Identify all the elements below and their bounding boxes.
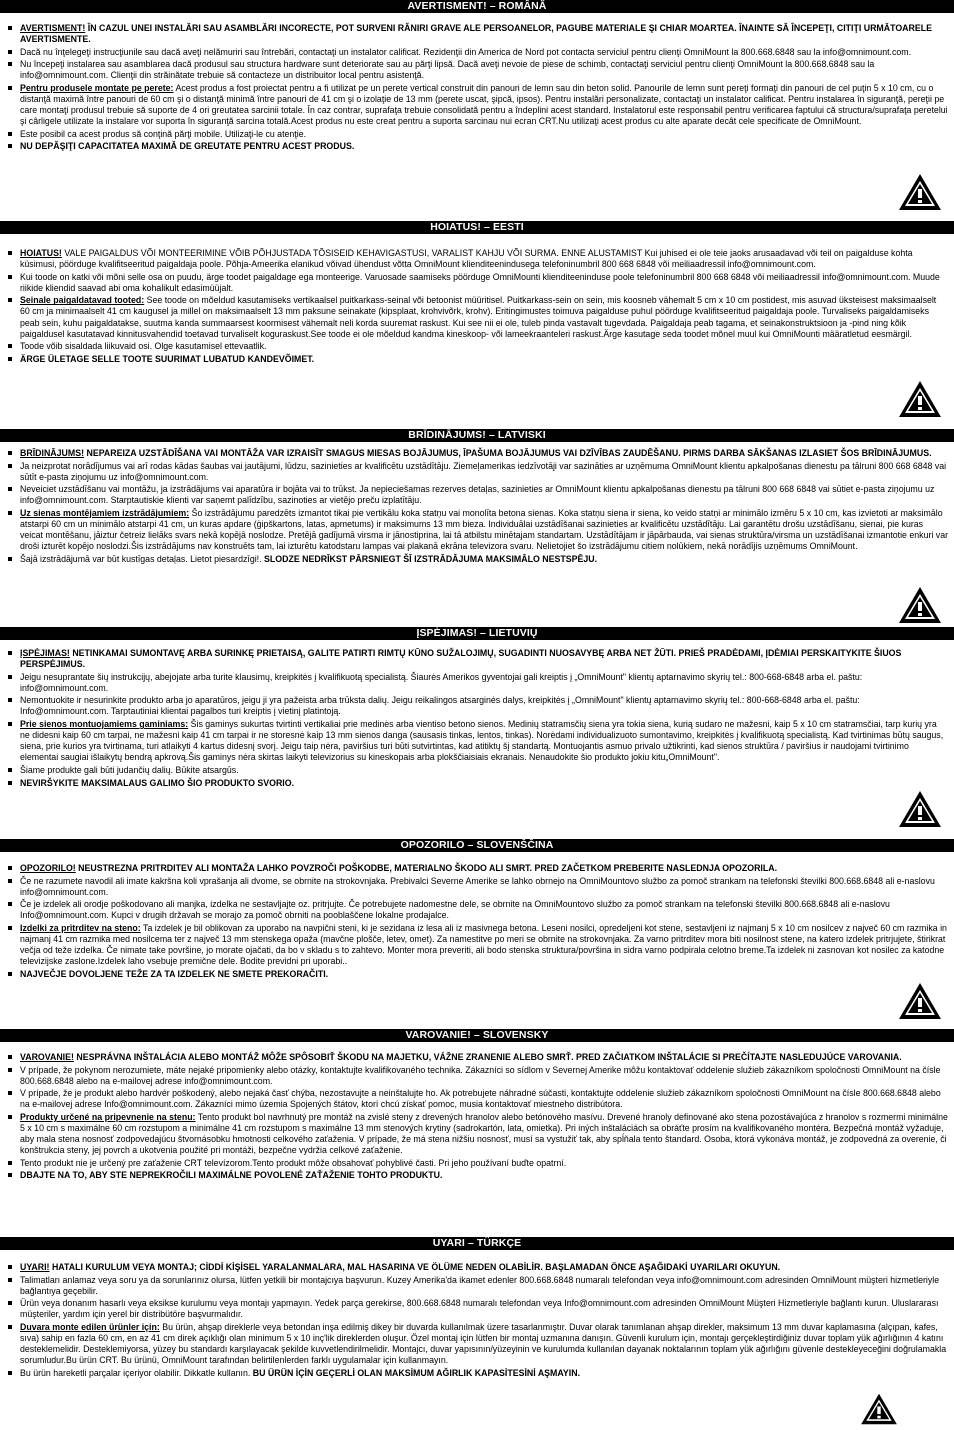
- list-item: OPOZORILO! NEUSTREZNA PRITRDITEV ALI MONTAŽA LAHKO POVZROČI POŠKODBE, MATERIALNO ŠKODO ALI SMRT. PRED ZAČETKOM PREBERITE NASLEDNJA OPOZORILA.: [8, 863, 948, 874]
- list-item: NU DEPĂŞIŢI CAPACITATEA MAXIMĂ DE GREUTATE PENTRU ACEST PRODUS.: [8, 141, 948, 152]
- list-item: Tento produkt nie je určený pre zaťaženie CRT televízorom.Tento produkt môže obsahovať pohyblivé časti. Pri jeho používaní buďte opatrní.: [8, 1158, 948, 1169]
- list-item: Če je izdelek ali orodje poškodovano ali manjka, izdelka ne sestavljajte oz. pritrjujte. Če potrebujete nadomestne dele, se obrnite na OmniMountovo službo za pomoč strankam na telefonski številki 800.668.6848 ali e-naslovu Info@omnimount.com. Kupci v drugih državah se morajo za pomoč obrniti na pooblaščene lokalne prodajalce.: [8, 899, 948, 921]
- list-item: Pentru produsele montate pe perete: Acest produs a fost proiectat pentru a fi utilizat pe un perete vertical construit din panouri de lemn sau din beton solid. Panourile de lemn sunt pereţi formaţi din panouri de cel puţin 5 x 10 cm, cu o distanţă maximă între panouri de 60 cm şi o distanţă minimă între panouri de 41 cm şi o izolaţie de 13 mm (perete uscat, şipcă, ipsos). Pentru instalări personalizate, contactaţi un instalator calificat. Pentru instalarea în siguranţă, pereţii pe care montaţi produsul trebuie să suporte de 4 ori greutatea sarcinii totale. În caz contrar, suprafaţa trebuie consolidată pentru a îndeplini acest standard. Instalatorul este responsabil pentru verificarea faptului că structura/suprafaţa peretelui şi cârligele utilizate la instalare vor suporta în siguranţă sarcina totală.Acest produs nu este creat pentru a suporta sarcinau nui ecran CRT.Nu utilizaţi acest produs cu alte aparate decât cele specificate de OmniMount.: [8, 83, 948, 127]
- list-item: V prípade, že pokynom nerozumiete, máte nejaké pripomienky alebo otázky, kontaktujte kvalifikovaného technika. Zákazníci so sídlom v Severnej Amerike môžu kontaktovať oddelenie služieb zákazníkom spoločnosti OmniMount na čísle 800.668.6848 alebo na e-mailovej adrese info@omnimount.com.: [8, 1065, 948, 1087]
- list-item: Izdelki za pritrditev na steno: Ta izdelek je bil oblikovan za uporabo na navpični steni, ki je sezidana iz lesa ali iz masivnega betona. Leseni nosilci, opredeljeni kot stene, sestavljeni iz najmanj 5 x 10 cm nosilcev z največ 60 cm razmika in najmanj 41 cm razmika med nosilcema ter z največ 13 mm stenskega opaža (mavčne plošče, letev, omet). Za namestitve po meri se obrnite na strokovnjaka. Za varno pritrditev mora biti nosilnost stene, na katero izdelek pritrjujete, štirikrat večja od teže izdelka. Če nimate take površine, jo morate ojačati, da bo v skladu s to zahtevo. Monter mora preveriti, ali bodo stenska struktura/površina in sidra varno podpirala celotno breme.Ta izdelek ni zasnovan kot nosilec za katodne televizijske zaslone.Izdelek laho vsebuje premične dele. Bodite previdni pri uporabi..: [8, 923, 948, 967]
- list-item: DBAJTE NA TO, ABY STE NEPREKROČILI MAXIMÁLNE POVOLENÉ ZAŤAŽENIE TOHTO PRODUKTU.: [8, 1170, 948, 1181]
- list-item: VAROVANIE! NESPRÁVNA INŠTALÁCIA ALEBO MONTÁŽ MÔŽE SPÔSOBIŤ ŠKODU NA MAJETKU, VÁŽNE ZRANENIE ALEBO SMRŤ. PRED ZAČIATKOM INŠTALÁCIE SI PREČÍTAJTE NASLEDUJÚCE VAROVANIA.: [8, 1052, 948, 1063]
- list-item: NEVIRŠYKITE MAKSIMALAUS GALIMO ŠIO PRODUKTO SVORIO.: [8, 778, 948, 789]
- list-item: Nu începeţi instalarea sau asamblarea dacă produsul sau structura hardware sunt deteriorate sau au părţi lipsă. Dacă aveţi nevoie de piese de schimb, contactaţi serviciul pentru clienţi OmniMount la 800.668.6848 sau la info@omnimount.com. Clienţii din străinătate trebuie să contacteze un distribuitor local pentru asistenţă.: [8, 59, 948, 81]
- list-item: Jeigu nesuprantate šių instrukcijų, abejojate arba turite klausimų, kreipkitės į kvalifikuotą specialistą. Šiaurės Amerikos gyventojai gali kreiptis į „OmniMount" klientų aptarnavimo skyrių tel.: 800-668-6848 arba el. paštu: info@omnimount.com.: [8, 672, 948, 694]
- section-lithuanian: [0, 627, 954, 790]
- list-item: Če ne razumete navodil ali imate kakršna koli vprašanja ali dvome, se obrnite na strokovnjaka. Prebivalci Severne Amerike se lahko obrnejo na OmniMountovo službo za pomoč strankam na telefonski številki 800.668.6848 ali e-naslovu info@omnimount.com.: [8, 876, 948, 898]
- warning-triangle-icon: [860, 1392, 898, 1426]
- section-slovenian: [0, 839, 954, 981]
- list-item: Prie sienos montuojamiems gaminiams: Šis gaminys sukurtas tvirtinti vertikaliai prie medinės arba vientiso betono sienos. Medinių statramsčių siena yra tokia siena, kurią sudaro ne mažesni, kaip 5 x 10 cm statramsčiai, tarp kurių yra ne didesni kaip 60 cm tarpai, ne mažesni kaip 41 cm tarpai ir ne storesnė kaip 13 mm sienos danga (sausasis tinkas, lentos, tinkas). Norėdami individualizuoto sumontavimo, kreipkitės į kvalifikuotą specialistą. Kad tvirtinimas būtų saugus, siena, prie kurios yra tvirtinama, turi atlaikyti 4 kartus didesnį svorį. Jeigu taip nėra, paviršius turi būti sutvirtintas, kad atitiktų šį standartą. Montuojantis asmuo privalo užtikrinti, kad sienos struktūra / paviršius ir naudojami tvirtinimo elementai saugiai išlaikytų bendrą apkrovą.Šis gaminys nėra skirtas laikyti televizorius su kineskopais arba plokščiaisiais ekranais. Nenaudokite šio produkto jokiu kitu„OmniMount".: [8, 719, 948, 763]
- list-item: Dacă nu înţelegeţi instrucţiunile sau dacă aveţi nelămuriri sau întrebări, contactaţi un instalator calificat. Rezidenţii din America de Nord pot contacta serviciul pentru clienţi OmniMount la 800.668.6848 sau la info@omnimount.com.: [8, 47, 948, 58]
- list-item: Toode võib sisaldada liikuvaid osi. Olge kasutamisel ettevaatlik.: [8, 341, 948, 352]
- list-item: Neveiciet uzstādīšanu vai montāžu, ja izstrādājums vai aparatūra ir bojāta vai to trūkst. Ja nepieciešamas rezerves detaļas, sazinieties ar OmniMount klientu apkalpošanas dienestu pa tālruni 800 668 6848 vai sūtiet e-pasta ziņojumu uz info@omnimount.com. Starptautiskie klienti var saņemt palīdzību, sazinoties ar vietējo preču izplatītāju.: [8, 484, 948, 506]
- list-item: NAJVEČJE DOVOLJENE TEŽE ZA TA IZDELEK NE SMETE PREKORAČITI.: [8, 969, 948, 980]
- warning-triangle-icon: [898, 379, 942, 419]
- list-item: Duvara monte edilen ürünler için: Bu ürün, ahşap direklerle veya betondan inşa edilmiş dikey bir duvarda kullanılmak üzere tasarlanmıştır. Duvar olarak tanımlanan ahşap direkler, maksimum 13 mm duvar kaplamasına (alçıpan, kafes, sıva) sahip en fazla 60 cm, en az 41 cm direk açıklığı olan minimum 5 x 10 inç'lik direklerden oluşur. Özel montaj için lütfen bir montaj uzmanına danışın. Güvenli kurulum için, montajı gerçekleştirdiğiniz duvar toplam yük ağırlığının 4 katını desteklemelidir. Desteklemiyorsa, yüzey bu standardı karşılayacak şekilde kuvvetlendirilmelidir. Montajcı, duvar yapısının/yüzeyinin ve kurulumda kullanılan dayanak noktalarının toplam yük ağırlığını güvenle destekleyeceğini doğrulamakla sorumludur.Bu ürün CRT. Bu ürünü, OmniMount tarafından belirtilenlerden farklı uygulamalar için kullanmayın.: [8, 1322, 948, 1366]
- list-item: Bu ürün hareketli parçalar içeriyor olabilir. Dikkatle kullanın. BU ÜRÜN İÇİN GEÇERLİ OLAN MAKSİMUM AĞIRLIK KAPASİTESİNİ AŞMAYIN.: [8, 1368, 948, 1379]
- warning-triangle-icon: [898, 172, 942, 212]
- list-item: Ja neizprotat norādījumus vai arī rodas kādas šaubas vai jautājumi, lūdzu, sazinieties ar kvalificētu uzstādītāju. Ziemeļamerikas iedzīvotāji var sazināties ar uzņēmuma OmniMount klientu apkalpošanas dienestu pa tālruni 800 668 6848 vai sūtīt e-pasta ziņojumu uz info@omnimount.com.: [8, 461, 948, 483]
- section-title: AVERTISMENT! – ROMÂNĂ: [0, 0, 954, 13]
- section-romanian: [0, 0, 954, 154]
- section-turkish: [0, 1237, 954, 1380]
- list-item: ĮSPĖJIMAS! NETINKAMAI SUMONTAVĘ ARBA SURINKĘ PRIETAISĄ, GALITE PATIRTI RIMTŲ KŪNO SUŽALOJIMŲ, SUGADINTI NUOSAVYBĘ ARBA NET ŽŪTI. PRIEŠ PRADĖDAMI, ĮDĖMIAI PERSKAITYKITE ŠIUOS PERSPĖJIMUS.: [8, 648, 948, 670]
- list-item: Produkty určené na pripevnenie na stenu: Tento produkt bol navrhnutý pre montáž na zvislé steny z drevených hranolov alebo betónového masívu. Drevené hranoly definované ako stena pozostávajúca z hranolov s rozmermi minimálne 5 x 10 cm s maximálne 60 cm rozstupom a minimálne 41 cm rozstupom s maximálne 13 mm stenových krytiny (sadrokartón, lata, omietka). Pri iných inštaláciách sa obráťte prosím na kvalifikovaného montéra. Bezpečná montáž vyžaduje, aby mala stena nosnosť zodpovedajúcu štvornásobku hmotnosti celkového zaťaženia. V prípade, že má stena nižšiu nosnosť, musí sa vystužiť tak, aby spĺňala tento štandard. Osoba, ktorá vykonáva montáž, je zodpovedná za overenie, či konštrukcia steny, jej povrch a ukotvenia použité pri montáži, bezpečne vydržia celkové zaťaženie.: [8, 1112, 948, 1156]
- list-item: Seinale paigaldatavad tooted: See toode on mõeldud kasutamiseks vertikaalsel puitkarkass-seinal või betoonist müüritisel. Puitkarkass-sein on sein, mis koosneb vähemalt 5 cm x 10 cm postidest, mis asuvad üksteisest maksimaalselt 60 cm ja minimaalselt 41 cm kaugusel ja millel on maksimaalselt 13 mm paksune seinakate (kipsplaat, krohvivõrk, krohv). Eritingimustes toimuva paigalduse puhul pöörduge kvalifitseeritud paigaldaja poole. Turvaliseks paigaldamiseks peab sein, kuhu paigaldatakse, suutma kanda summaarsest koormisest vähemalt neli korda suuremat raskust. Kui see nii ei ole, tuleb pinda vastavalt tugevdada. Paigaldaja peab tagama, et seinakonstruktsioon ja -pind ning kõik paigaldusel kasutatavad kinnitusvahendid toetavad turvaliselt koguraskust.See toode ei ole mõeldud kandma kineskoop- või lameekraanteleri raskust.Ärge kasutage seda toodet mõnel muul kui OmniMounti määratletud eesmärgil.: [8, 295, 948, 339]
- list-item: ÄRGE ÜLETAGE SELLE TOOTE SUURIMAT LUBATUD KANDEVÕIMET.: [8, 354, 948, 365]
- warning-triangle-icon: [898, 981, 942, 1021]
- section-title: ĮSPĖJIMAS! – LIETUVIŲ: [0, 627, 954, 640]
- list-item: Uz sienas montējamiem izstrādājumiem: Šo izstrādājumu paredzēts izmantot tikai pie vertikālu koka statņu vai monolīta betona sienas. Koka statņu siena ir siena, ko veido statņi ar minimālo izmēru 5 x 10 cm, kas izvietoti ar maksimālo atstarpi 60 cm un minimālo atstarpi 41 cm, un kuras apdare (ģipškartons, latas, apmetums) ir maksimums 13 mm bieza. Individuālai uzstādīšanai sazinieties ar kvalificētu uzstādītāju. Lai garantētu drošu uzstādīšanu, sienai, pie kuras veicat montēšanu, jāiztur četreiz lielāks svars nekā kopējā noslodze. Pretējā gadījumā virsma ir jānostiprina, lai tā atbilstu minētajam standartam. Uzstādītājam ir jāpārbauda, vai sienas struktūra/virsma un uzstādīšanai izmantotie enkuri var droši izturēt kopējo noslodzi.Šis izstrādājums nav konstruēts tam, lai izturētu katodstaru lampas vai plakanā ekrāna televizora svaru. Nelietojiet šo izstrādājumu citiem nolūkiem, nekā norādījis uzņēmums OmniMount.: [8, 508, 948, 552]
- section-title: UYARI – TÜRKÇE: [0, 1237, 954, 1250]
- list-item: UYARI! HATALI KURULUM VEYA MONTAJ; CİDDİ KİŞİSEL YARALANMALARA, MAL HASARINA VE ÖLÜME NEDEN OLABİLİR. BAŞLAMADAN ÖNCE AŞAĞIDAKİ UYARILARI OKUYUN.: [8, 1262, 948, 1273]
- list-item: Talimatları anlamaz veya soru ya da sorunlarınız olursa, lütfen yetkili bir montajcıya başvurun. Kuzey Amerika'da ikamet edenler 800.668.6848 numaralı telefondan veya info@omnimount.com adresinden OmniMount müşteri hizmetleriyle bağlantıya geçebilir.: [8, 1275, 948, 1297]
- list-item: V prípade, že je produkt alebo hardvér poškodený, alebo nejaká časť chýba, nezostavujte a neinštalujte ho. Ak potrebujete náhradné súčasti, kontaktujte oddelenie služieb zákazníkom spoločnosti OmniMount na čísle 800.668.6848 alebo na e-mailovej adrese Info@omnimount.com. Zákazníci mimo územia Spojených štátov, ktorí chcú získať pomoc, musia kontaktovať miestneho distribútora.: [8, 1088, 948, 1110]
- section-title: OPOZORILO – SLOVENŠČINA: [0, 839, 954, 852]
- list-item: HOIATUS! VALE PAIGALDUS VÕI MONTEERIMINE VÕIB PÕHJUSTADA TÕSISEID KEHAVIGASTUSI, VARALIST KAHJU VÕI SURMA. ENNE ALUSTAMIST Kui juhised ei ole teie jaoks arusaadavad või teil on paigalduse kohta küsimusi, pöörduge kvalifitseeritud paigaldaja poole. Põhja-Ameerika elanikud võivad ühendust võtta OmniMount klienditeenindusega telefoninumbril 800 668 6848 või meiliaadressil info@omnimount.com.: [8, 248, 948, 270]
- list-item: Kui toode on katki või mõni selle osa on puudu, ärge toodet paigaldage ega monteerige. Varuosade saamiseks pöörduge OmniMounti klienditeeninduse poole telefoninumbril 800 668 6848 või meiliaadressil info@omnimount.com. Muude riikide kliendid saavad abi oma kohalikult edasimüüjalt.: [8, 272, 948, 294]
- section-title: VAROVANIE! – SLOVENSKY: [0, 1029, 954, 1042]
- list-item: AVERTISMENT! ÎN CAZUL UNEI INSTALĂRI SAU ASAMBLĂRI INCORECTE, POT SURVENI RĂNIRI GRAVE ALE PERSOANELOR, PAGUBE MATERIALE ŞI CHIAR MOARTEA. ÎNAINTE SĂ ÎNCEPEŢI, CITIŢI URMĂTOARELE AVERTISMENTE.: [8, 23, 948, 45]
- section-estonian: [0, 221, 954, 366]
- section-title: BRĪDINĀJUMS! – LATVISKI: [0, 429, 954, 442]
- list-item: Šajā izstrādājumā var būt kustīgas detaļas. Lietot piesardzīgi!. SLODZE NEDRĪKST PĀRSNIEGT ŠĪ IZSTRĀDĀJUMA MAKSIMĀLO NESTSPĒJU.: [8, 554, 948, 565]
- list-item: BRĪDINĀJUMS! NEPAREIZA UZSTĀDĪŠANA VAI MONTĀŽA VAR IZRAISĪT SMAGUS MIESAS BOJĀJUMUS, ĪPAŠUMA BOJĀJUMUS VAI DZĪVĪBAS ZAUDĒŠANU. PIRMS DARBA SĀKŠANAS IZLASIET ŠOS BRĪDINĀJUMUS.: [8, 448, 948, 459]
- section-slovak: [0, 1029, 954, 1183]
- warning-triangle-icon: [898, 789, 942, 829]
- section-title: HOIATUS! – EESTI: [0, 221, 954, 234]
- section-latvian: [0, 429, 954, 566]
- list-item: Ürün veya donanım hasarlı veya eksikse kurulumu veya montajı yapmayın. Yedek parça gerekirse, 800.668.6848 numaralı telefondan veya Info@omnimount.com adresinden OmniMount Müşteri Hizmetleriyle bağlantı kurun. Uluslararası müşteriler, yardım için yerel bir distribütöre başvurmalıdır.: [8, 1298, 948, 1320]
- list-item: Šiame produkte gali būti judančių dalių. Būkite atsargūs.: [8, 765, 948, 776]
- list-item: Nemontuokite ir nesurinkite produkto arba jo aparatūros, jeigu ji yra pažeista arba trūksta dalių. Jeigu reikalingos atsarginės dalys, kreipkitės į „OmniMount" klientų aptarnavimo skyrių tel.: 800-668-6848 arba el. paštu: Info@omnimount.com. Tarptautiniai klientai pagalbos turi kreiptis į vietinį platintoją.: [8, 695, 948, 717]
- warning-triangle-icon: [898, 585, 942, 625]
- list-item: Este posibil ca acest produs să conţină părţi mobile. Utilizaţi-le cu atenţie.: [8, 129, 948, 140]
